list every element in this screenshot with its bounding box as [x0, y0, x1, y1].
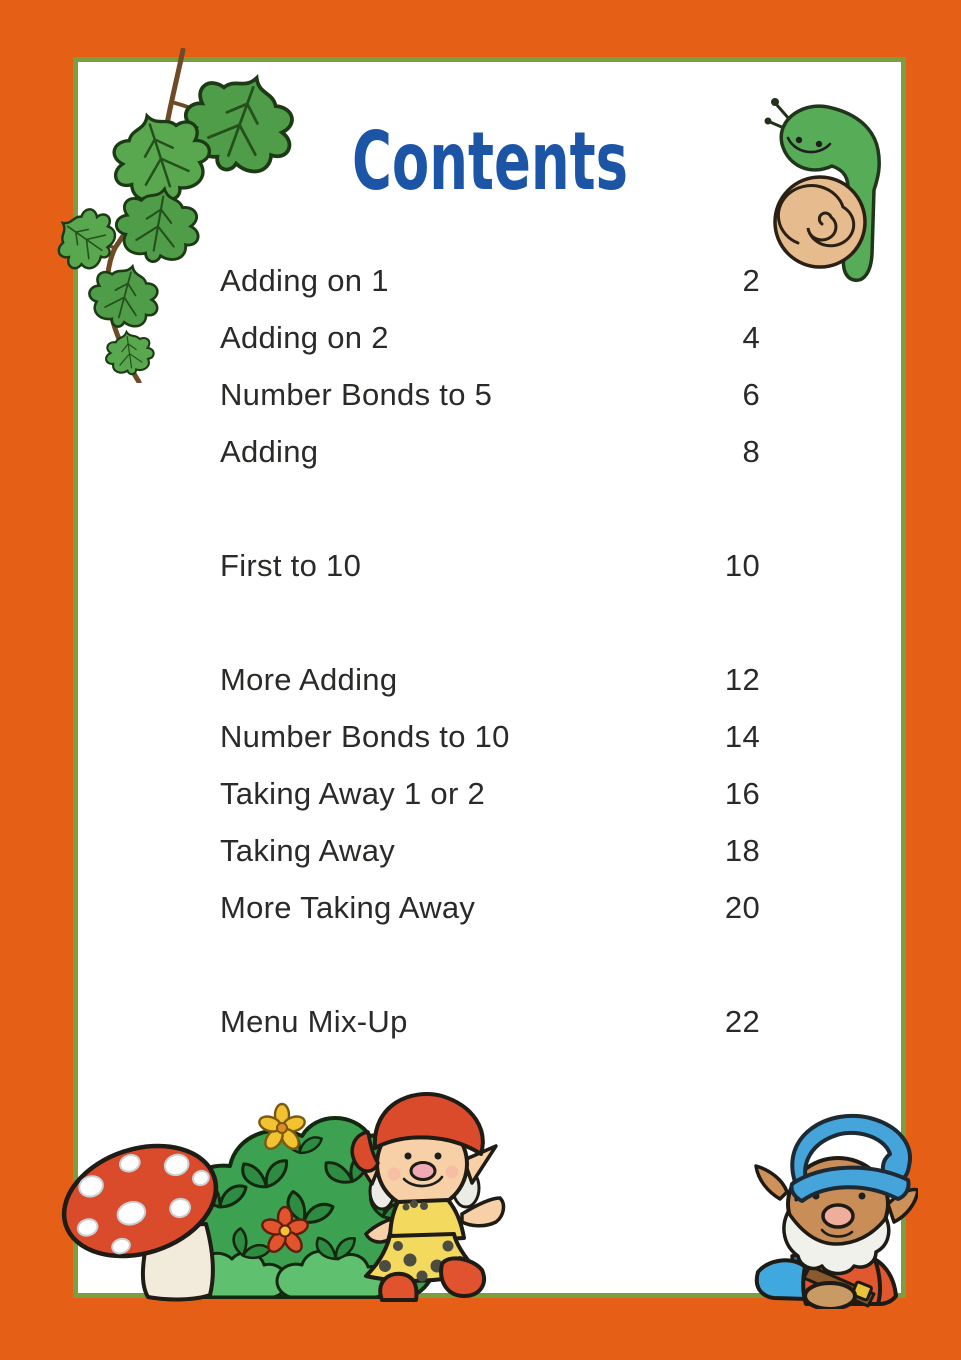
toc-entry-label: Taking Away [220, 832, 396, 868]
toc-entry [220, 366, 760, 423]
toc-entry-page: 16 [724, 775, 760, 811]
toc-entry-page: 8 [742, 433, 760, 469]
toc-entry [220, 651, 760, 708]
toc-entry [220, 252, 760, 309]
toc-entry [220, 423, 760, 480]
toc-entry-page: 12 [724, 661, 760, 697]
table-of-contents [220, 252, 760, 1050]
toc-entry-label: Number Bonds to 10 [220, 718, 510, 754]
toc-entry-label: More Taking Away [220, 889, 476, 925]
toc-section-gap [220, 594, 760, 651]
toc-entry-page: 20 [724, 889, 760, 925]
toc-entry-page: 6 [742, 376, 760, 412]
toc-entry [220, 765, 760, 822]
toc-entry [220, 309, 760, 366]
toc-entry-page: 18 [724, 832, 760, 868]
toc-section-gap [220, 936, 760, 993]
toc-entry-page: 2 [742, 262, 760, 298]
page-title: Contents [351, 115, 628, 208]
toc-entry-page: 10 [724, 547, 760, 583]
toc-entry-label: More Adding [220, 661, 398, 697]
toc-entry-label: Taking Away 1 or 2 [220, 775, 486, 811]
toc-entry [220, 822, 760, 879]
toc-entry-label: Adding [220, 433, 319, 469]
toc-entry-label: First to 10 [220, 547, 362, 583]
toc-entry-page: 14 [724, 718, 760, 754]
toc-entry [220, 993, 760, 1050]
toc-entry-label: Menu Mix-Up [220, 1003, 408, 1039]
toc-entry [220, 708, 760, 765]
toc-entry-page: 4 [742, 319, 760, 355]
toc-entry [220, 879, 760, 936]
toc-section-gap [220, 480, 760, 537]
toc-entry-page: 22 [724, 1003, 760, 1039]
toc-entry [220, 537, 760, 594]
toc-entry-label: Adding on 2 [220, 319, 389, 355]
toc-entry-label: Number Bonds to 5 [220, 376, 493, 412]
toc-entry-label: Adding on 1 [220, 262, 389, 298]
